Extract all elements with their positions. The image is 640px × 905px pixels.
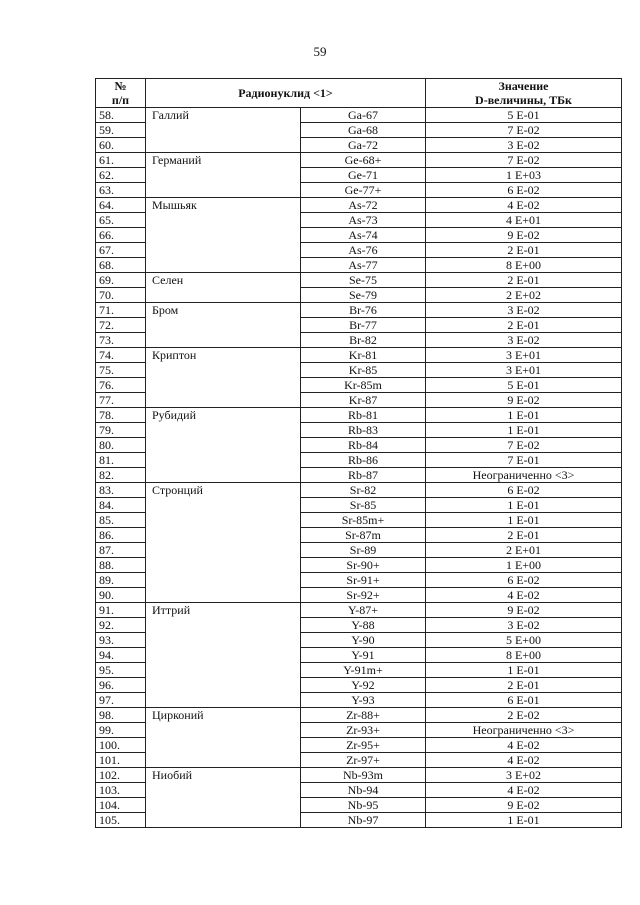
nuclide-name: Zr-93+ — [301, 723, 426, 738]
table-row — [96, 408, 622, 423]
element-name: Галлий — [146, 108, 301, 153]
row-number: 86. — [96, 528, 146, 543]
d-value: 9 E-02 — [426, 603, 622, 618]
nuclide-name: Sr-92+ — [301, 588, 426, 603]
element-name: Цирконий — [146, 708, 301, 768]
element-name: Селен — [146, 273, 301, 303]
header-number — [96, 79, 146, 108]
d-value: 8 E+00 — [426, 258, 622, 273]
row-number: 76. — [96, 378, 146, 393]
d-value: 4 E-02 — [426, 738, 622, 753]
row-number: 95. — [96, 663, 146, 678]
row-number: 104. — [96, 798, 146, 813]
d-value: 1 E-01 — [426, 408, 622, 423]
nuclide-name: Y-92 — [301, 678, 426, 693]
element-name: Бром — [146, 303, 301, 348]
table-row — [96, 303, 622, 318]
table-row — [96, 603, 622, 618]
header-value-line1: Значение — [498, 79, 549, 93]
d-value: 4 E-02 — [426, 783, 622, 798]
d-value: Неограниченно <3> — [426, 468, 622, 483]
nuclide-name: Sr-90+ — [301, 558, 426, 573]
nuclide-name: Ge-71 — [301, 168, 426, 183]
row-number: 64. — [96, 198, 146, 213]
d-value: 1 E-01 — [426, 813, 622, 828]
nuclide-name: Nb-94 — [301, 783, 426, 798]
d-value: 4 E-02 — [426, 588, 622, 603]
nuclide-name: Rb-87 — [301, 468, 426, 483]
d-value: 2 E+02 — [426, 288, 622, 303]
d-value: 1 E-01 — [426, 498, 622, 513]
nuclide-name: Nb-97 — [301, 813, 426, 828]
row-number: 99. — [96, 723, 146, 738]
row-number: 63. — [96, 183, 146, 198]
d-value: 5 E-01 — [426, 108, 622, 123]
element-name: Криптон — [146, 348, 301, 408]
row-number: 70. — [96, 288, 146, 303]
d-value: 3 E-02 — [426, 333, 622, 348]
row-number: 100. — [96, 738, 146, 753]
row-number: 77. — [96, 393, 146, 408]
row-number: 75. — [96, 363, 146, 378]
row-number: 101. — [96, 753, 146, 768]
d-value: 1 E-01 — [426, 663, 622, 678]
nuclide-name: Sr-89 — [301, 543, 426, 558]
d-value: 2 E+01 — [426, 543, 622, 558]
d-value: 1 E-01 — [426, 513, 622, 528]
d-value: 5 E+00 — [426, 633, 622, 648]
d-value: 6 E-02 — [426, 183, 622, 198]
table-row — [96, 483, 622, 498]
nuclide-name: Rb-84 — [301, 438, 426, 453]
nuclide-name: As-72 — [301, 198, 426, 213]
d-value: 3 E-02 — [426, 618, 622, 633]
d-value: 6 E-02 — [426, 573, 622, 588]
row-number: 60. — [96, 138, 146, 153]
nuclide-name: Sr-91+ — [301, 573, 426, 588]
nuclide-name: Se-79 — [301, 288, 426, 303]
d-value: 2 E-01 — [426, 243, 622, 258]
radionuclide-table — [95, 78, 622, 828]
nuclide-name: Ge-68+ — [301, 153, 426, 168]
table-row — [96, 348, 622, 363]
nuclide-name: Kr-85 — [301, 363, 426, 378]
header-value — [426, 79, 622, 108]
d-value: 1 E-01 — [426, 423, 622, 438]
table-row — [96, 708, 622, 723]
row-number: 72. — [96, 318, 146, 333]
nuclide-name: Ge-77+ — [301, 183, 426, 198]
row-number: 102. — [96, 768, 146, 783]
d-value: 2 E-02 — [426, 708, 622, 723]
table-row — [96, 153, 622, 168]
nuclide-name: Y-87+ — [301, 603, 426, 618]
element-name: Германий — [146, 153, 301, 198]
row-number: 96. — [96, 678, 146, 693]
d-value: 2 E-01 — [426, 528, 622, 543]
element-name: Рубидий — [146, 408, 301, 483]
nuclide-name: Rb-86 — [301, 453, 426, 468]
nuclide-name: Rb-81 — [301, 408, 426, 423]
d-value: 3 E+01 — [426, 363, 622, 378]
nuclide-name: Y-91m+ — [301, 663, 426, 678]
header-value-line2: D-величины, ТБк — [475, 93, 572, 107]
d-value: 2 E-01 — [426, 318, 622, 333]
row-number: 79. — [96, 423, 146, 438]
row-number: 82. — [96, 468, 146, 483]
header-number-line2: п/п — [111, 93, 130, 107]
element-name: Стронций — [146, 483, 301, 603]
row-number: 103. — [96, 783, 146, 798]
row-number: 66. — [96, 228, 146, 243]
d-value: 1 E+00 — [426, 558, 622, 573]
nuclide-name: Kr-85m — [301, 378, 426, 393]
d-value: 7 E-02 — [426, 153, 622, 168]
d-value: 7 E-02 — [426, 438, 622, 453]
nuclide-name: Zr-88+ — [301, 708, 426, 723]
d-value: 4 E-02 — [426, 198, 622, 213]
d-value: 1 E+03 — [426, 168, 622, 183]
row-number: 61. — [96, 153, 146, 168]
row-number: 68. — [96, 258, 146, 273]
nuclide-name: Kr-87 — [301, 393, 426, 408]
nuclide-name: As-74 — [301, 228, 426, 243]
row-number: 87. — [96, 543, 146, 558]
row-number: 65. — [96, 213, 146, 228]
row-number: 58. — [96, 108, 146, 123]
nuclide-name: Sr-82 — [301, 483, 426, 498]
table-row — [96, 108, 622, 123]
d-value: 6 E-01 — [426, 693, 622, 708]
d-value: 2 E-01 — [426, 678, 622, 693]
row-number: 90. — [96, 588, 146, 603]
nuclide-name: Br-77 — [301, 318, 426, 333]
d-value: 4 E+01 — [426, 213, 622, 228]
nuclide-name: Y-90 — [301, 633, 426, 648]
table-body — [96, 108, 622, 828]
nuclide-name: Y-93 — [301, 693, 426, 708]
nuclide-name: Y-88 — [301, 618, 426, 633]
nuclide-name: Br-76 — [301, 303, 426, 318]
d-value: 7 E-01 — [426, 453, 622, 468]
row-number: 83. — [96, 483, 146, 498]
nuclide-name: Ga-67 — [301, 108, 426, 123]
row-number: 89. — [96, 573, 146, 588]
d-value: 3 E-02 — [426, 138, 622, 153]
header-number-line1: № — [114, 79, 127, 93]
row-number: 69. — [96, 273, 146, 288]
nuclide-name: Sr-85 — [301, 498, 426, 513]
row-number: 73. — [96, 333, 146, 348]
nuclide-name: Br-82 — [301, 333, 426, 348]
row-number: 92. — [96, 618, 146, 633]
element-name: Иттрий — [146, 603, 301, 708]
nuclide-name: Se-75 — [301, 273, 426, 288]
table-header-row — [96, 79, 622, 108]
d-value: 9 E-02 — [426, 228, 622, 243]
nuclide-name: Sr-87m — [301, 528, 426, 543]
row-number: 78. — [96, 408, 146, 423]
row-number: 105. — [96, 813, 146, 828]
d-value: 3 E+01 — [426, 348, 622, 363]
row-number: 85. — [96, 513, 146, 528]
row-number: 98. — [96, 708, 146, 723]
d-value: 9 E-02 — [426, 798, 622, 813]
page-number: 59 — [313, 44, 327, 59]
table-row — [96, 768, 622, 783]
row-number: 71. — [96, 303, 146, 318]
nuclide-name: Y-91 — [301, 648, 426, 663]
nuclide-name: Nb-95 — [301, 798, 426, 813]
d-value: 2 E-01 — [426, 273, 622, 288]
row-number: 80. — [96, 438, 146, 453]
nuclide-name: Kr-81 — [301, 348, 426, 363]
nuclide-name: Nb-93m — [301, 768, 426, 783]
nuclide-name: Ga-68 — [301, 123, 426, 138]
d-value: 6 E-02 — [426, 483, 622, 498]
nuclide-name: Rb-83 — [301, 423, 426, 438]
row-number: 59. — [96, 123, 146, 138]
d-value: 7 E-02 — [426, 123, 622, 138]
d-value: 9 E-02 — [426, 393, 622, 408]
nuclide-name: Zr-97+ — [301, 753, 426, 768]
row-number: 62. — [96, 168, 146, 183]
d-value: 3 E-02 — [426, 303, 622, 318]
row-number: 88. — [96, 558, 146, 573]
d-value: Неограниченно <3> — [426, 723, 622, 738]
nuclide-name: As-76 — [301, 243, 426, 258]
d-value: 3 E+02 — [426, 768, 622, 783]
row-number: 74. — [96, 348, 146, 363]
row-number: 67. — [96, 243, 146, 258]
d-value: 4 E-02 — [426, 753, 622, 768]
table-row — [96, 198, 622, 213]
element-name: Ниобий — [146, 768, 301, 828]
row-number: 97. — [96, 693, 146, 708]
row-number: 91. — [96, 603, 146, 618]
nuclide-name: Zr-95+ — [301, 738, 426, 753]
header-radionuclide: Радионуклид <1> — [146, 79, 426, 108]
row-number: 93. — [96, 633, 146, 648]
d-value: 5 E-01 — [426, 378, 622, 393]
row-number: 94. — [96, 648, 146, 663]
nuclide-name: As-73 — [301, 213, 426, 228]
d-value: 8 E+00 — [426, 648, 622, 663]
nuclide-name: Ga-72 — [301, 138, 426, 153]
table-row — [96, 273, 622, 288]
nuclide-name: Sr-85m+ — [301, 513, 426, 528]
element-name: Мышьяк — [146, 198, 301, 273]
nuclide-name: As-77 — [301, 258, 426, 273]
row-number: 84. — [96, 498, 146, 513]
row-number: 81. — [96, 453, 146, 468]
